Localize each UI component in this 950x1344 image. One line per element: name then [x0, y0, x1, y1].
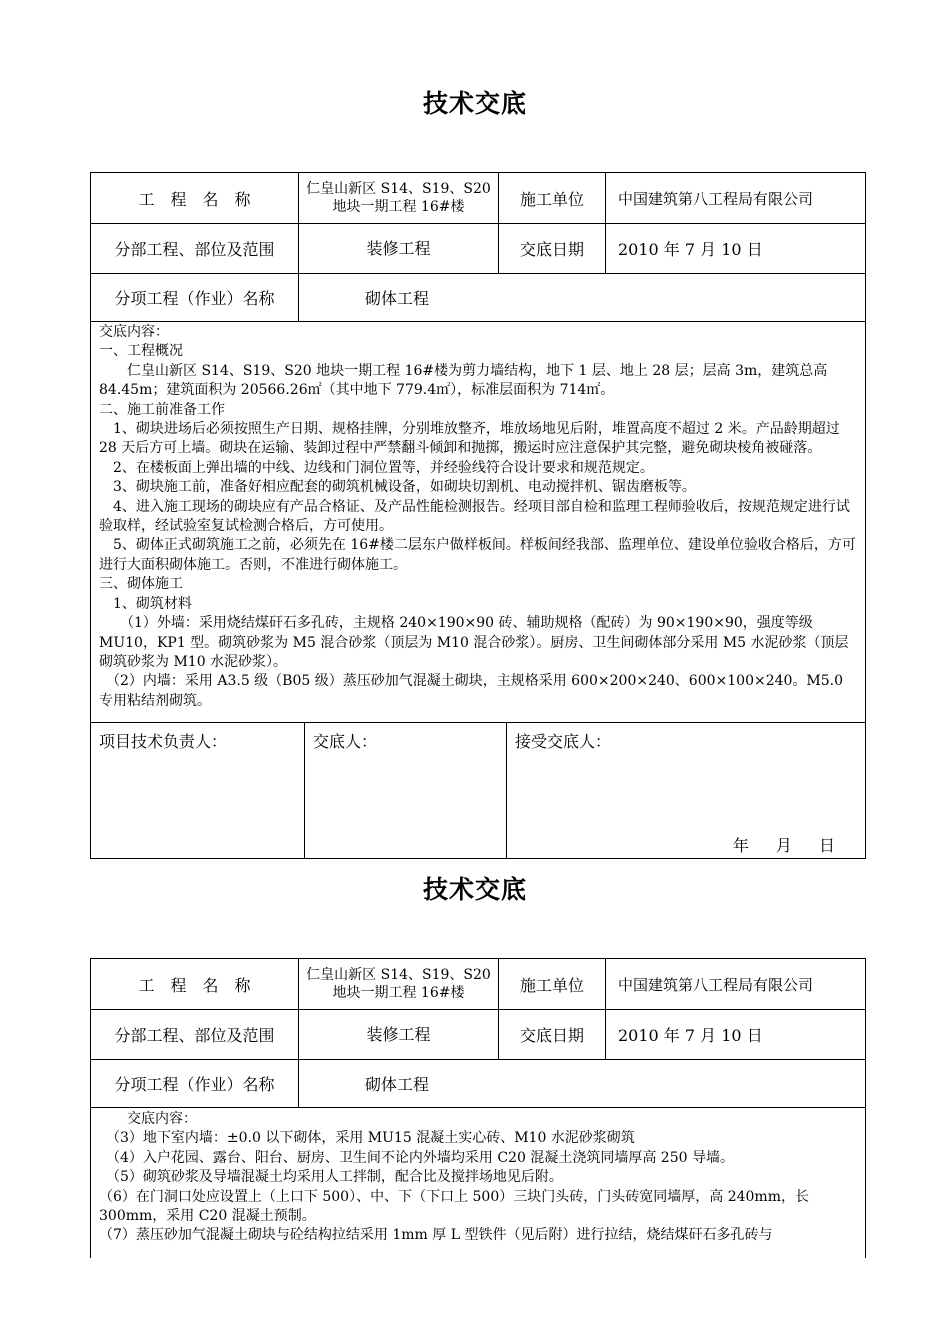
receiver-label: 接受交底人：	[515, 732, 612, 751]
project-name-line2: 地块一期工程 16#楼	[332, 199, 465, 215]
project-row	[91, 959, 865, 1010]
unit-value: 中国建筑第八工程局有限公司	[618, 975, 814, 994]
project-label: 工 程 名 称	[91, 173, 299, 223]
content-line: （2）内墙：采用 A3.5 级（B05 级）蒸压砂加气混凝土砌块，主规格采用 600×200×240、600×100×240。M5.0 专用粘结剂砌筑。	[99, 673, 844, 709]
content-line: 三、砌体施工	[99, 576, 183, 593]
date-label: 交底日期	[499, 1010, 606, 1059]
content-line: 交底内容：	[99, 1111, 197, 1127]
content-row	[91, 1108, 865, 1259]
project-label: 工 程 名 称	[91, 959, 299, 1009]
project-name-line2: 地块一期工程 16#楼	[332, 985, 465, 1001]
content-row	[91, 322, 865, 723]
unit-label: 施工单位	[499, 173, 606, 223]
content-line: （3）地下室内墙：±0.0 以下砌体，采用 MU15 混凝土实心砖、M10 水泥砂浆砌筑	[99, 1130, 635, 1147]
disclosure-form	[90, 958, 866, 1258]
section-row	[91, 1010, 865, 1060]
content-line: 4、进入施工现场的砌块应有产品合格证、及产品性能检测报告。经项目部自检和监理工程师验收后，按规范规定进行试验取样，经试验室复试检测合格后，方可使用。	[99, 498, 850, 535]
giver-signature: 交底人：	[305, 723, 507, 858]
content-line: 二、施工前准备工作	[99, 401, 225, 418]
content-line: 仁皇山新区 S14、S19、S20 地块一期工程 16#楼为剪力墙结构，地下 1 层、地上 28 层；层高 3m，建筑总高 84.45m；建筑面积为 20566.26㎡（其中地下 779.4㎡），标准层面积为 714㎡。	[99, 362, 828, 399]
content-line: 5、砌体正式砌筑施工之前，必须先在 16#楼二层东户做样板间。样板间经我部、监理单位、建设单位验收合格后，方可进行大面积砌体施工。否则，不准进行砌体施工。	[99, 537, 856, 573]
receiver-signature	[507, 723, 865, 858]
date-value: 2010 年 7 月 10 日	[618, 240, 763, 259]
disclosure-content	[91, 322, 865, 722]
section-row	[91, 224, 865, 274]
content-line: （5）砌筑砂浆及导墙混凝土均采用人工拌制，配合比及搅拌场地见后附。	[99, 1169, 563, 1186]
page-title: 技术交底	[422, 89, 527, 118]
content-line: （6）在门洞口处应设置上（上口下 500）、中、下（下口上 500）三块门头砖，门头砖宽同墙厚，高 240mm，长 300mm，采用 C20 混凝土预制。	[99, 1188, 809, 1225]
content-line: （1）外墙：采用烧结煤矸石多孔砖，主规格 240×190×90 砖、辅助规格（配砖）为 90×190×90，强度等级 MU10，KP1 型。砌筑砂浆为 M5 混合砂浆（顶层为 M10 混合砂浆）。厨房、卫生间砌体部分采用 M5 水泥砂浆（顶层砌筑砂浆为 M10 水泥砂浆）。	[99, 615, 849, 670]
date-value: 2010 年 7 月 10 日	[618, 1026, 763, 1045]
page-title: 技术交底	[422, 875, 527, 904]
date-label: 交底日期	[499, 224, 606, 273]
item-label: 分项工程（作业）名称	[91, 1060, 299, 1107]
item-value: 砌体工程	[365, 289, 430, 308]
content-line: 3、砌块施工前，准备好相应配套的砌筑机械设备，如砌块切割机、电动搅拌机、锯齿磨板等。	[99, 479, 696, 496]
section-value: 装修工程	[299, 1010, 499, 1059]
project-name	[299, 173, 499, 223]
tech-lead-signature: 项目技术负责人：	[91, 723, 305, 858]
signature-date: 年 月 日	[732, 836, 835, 855]
content-line: 交底内容：	[99, 324, 169, 340]
content-line: （4）入户花园、露台、阳台、厨房、卫生间不论内外墙均采用 C20 混凝土浇筑同墙厚高 250 导墙。	[99, 1149, 734, 1166]
content-line: 1、砌筑材料	[99, 595, 192, 612]
content-line: （7）蒸压砂加气混凝土砌块与砼结构拉结采用 1mm 厚 L 型铁件（见后附）进行拉结，烧结煤矸石多孔砖与	[99, 1227, 773, 1244]
signature-row	[91, 723, 865, 858]
disclosure-form	[90, 172, 866, 859]
project-name-line1: 仁皇山新区 S14、S19、S20	[306, 181, 491, 197]
unit-label: 施工单位	[499, 959, 606, 1009]
item-value: 砌体工程	[365, 1075, 430, 1094]
content-line: 2、在楼板面上弹出墙的中线、边线和门洞位置等，并经验线符合设计要求和规范规定。	[99, 459, 654, 476]
project-row	[91, 173, 865, 224]
item-row	[91, 1060, 865, 1108]
section-value: 装修工程	[299, 224, 499, 273]
project-name	[299, 959, 499, 1009]
disclosure-content	[91, 1108, 865, 1259]
item-label: 分项工程（作业）名称	[91, 274, 299, 321]
content-line: 1、砌块进场后必须按照生产日期、规格挂牌，分别堆放整齐，堆放场地见后附，堆置高度不超过 2 米。产品龄期超过 28 天后方可上墙。砌块在运输、装卸过程中严禁翻斗倾卸和抛掷，搬运时应注意保护其完整，避免砌块棱角被碰落。	[99, 421, 840, 457]
section-label: 分部工程、部位及范围	[91, 224, 299, 273]
project-name-line1: 仁皇山新区 S14、S19、S20	[306, 967, 491, 983]
content-line: 一、工程概况	[99, 343, 183, 360]
item-row	[91, 274, 865, 322]
section-label: 分部工程、部位及范围	[91, 1010, 299, 1059]
unit-value: 中国建筑第八工程局有限公司	[618, 189, 814, 208]
